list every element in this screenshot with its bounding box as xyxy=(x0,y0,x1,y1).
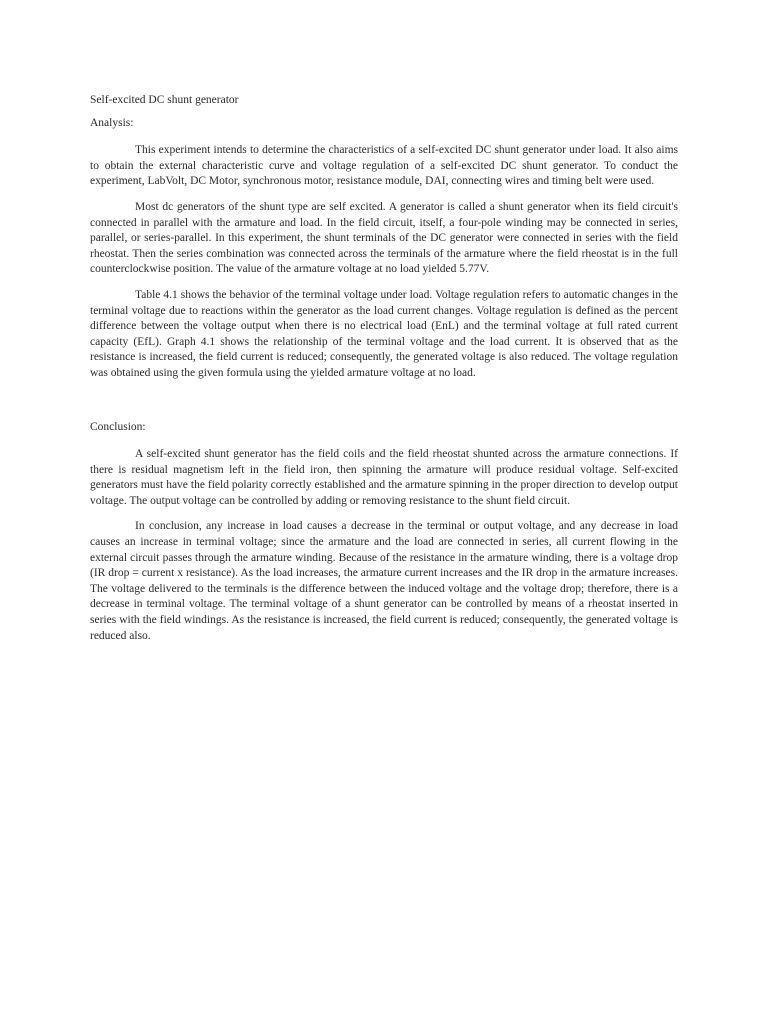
analysis-paragraph-3: Table 4.1 shows the behavior of the terminal voltage under load. Voltage regulation refers to automatic changes in the terminal voltage due to reactions within the generator as the load current changes. Voltage regulation is defined as the percent difference between the voltage output when there is no electrical load (EnL) and the terminal voltage at full rated current capacity (EfL). Graph 4.1 shows the relationship of the terminal voltage and the load current. It is observed that as the resistance is increased, the field current is reduced; consequently, the generated voltage is also reduced. The voltage regulation was obtained using the given formula using the yielded armature voltage at no load. xyxy=(90,288,678,379)
document-title: Self-excited DC shunt generator xyxy=(90,94,239,106)
conclusion-heading: Conclusion: xyxy=(90,420,146,433)
analysis-paragraph-1: This experiment intends to determine the characteristics of a self-excited DC shunt generator under load. It also aims to obtain the external characteristic curve and voltage regulation of a self-excited DC shunt generator. To conduct the experiment, LabVolt, DC Motor, synchronous motor, resistance module, DAI, connecting wires and timing belt were used. xyxy=(90,144,678,188)
document-page xyxy=(90,93,678,654)
section-spacer xyxy=(90,392,678,420)
conclusion-paragraph-2: In conclusion, any increase in load causes a decrease in the terminal or output voltage, and any decrease in load causes an increase in terminal voltage; since the armature and the load are connected in series, all current flowing in the external circuit passes through the armature winding. Because of the resistance in the armature winding, there is a voltage drop (IR drop = current x resistance). As the load increases, the armature current increases and the IR drop in the armature increases. The voltage delivered to the terminals is the difference between the induced voltage and the voltage drop; therefore, there is a decrease in terminal voltage. The terminal voltage of a shunt generator can be controlled by means of a rheostat inserted in series with the field windings. As the resistance is increased, the field current is reduced; consequently, the generated voltage is reduced also. xyxy=(90,520,678,642)
analysis-paragraph-2: Most dc generators of the shunt type are self excited. A generator is called a shunt generator when its field circuit's connected in parallel with the armature and load. In the field circuit, itself, a four-pole winding may be connected in series, parallel, or series-parallel. In this experiment, the shunt terminals of the DC generator were connected in series with the field rheostat. Then the series combination was connected across the terminals of the armature where the field rheostat is in the full counterclockwise position. The value of the armature voltage at no load yielded 5.77V. xyxy=(90,200,678,276)
analysis-heading: Analysis: xyxy=(90,116,134,129)
conclusion-paragraph-1: A self-excited shunt generator has the field coils and the field rheostat shunted across the armature connections. If there is residual magnetism left in the field iron, then spinning the armature will produce residual voltage. Self-excited generators must have the field polarity correctly established and the armature spinning in the proper direction to develop output voltage. The output voltage can be controlled by adding or removing resistance to the shunt field circuit. xyxy=(90,448,678,507)
